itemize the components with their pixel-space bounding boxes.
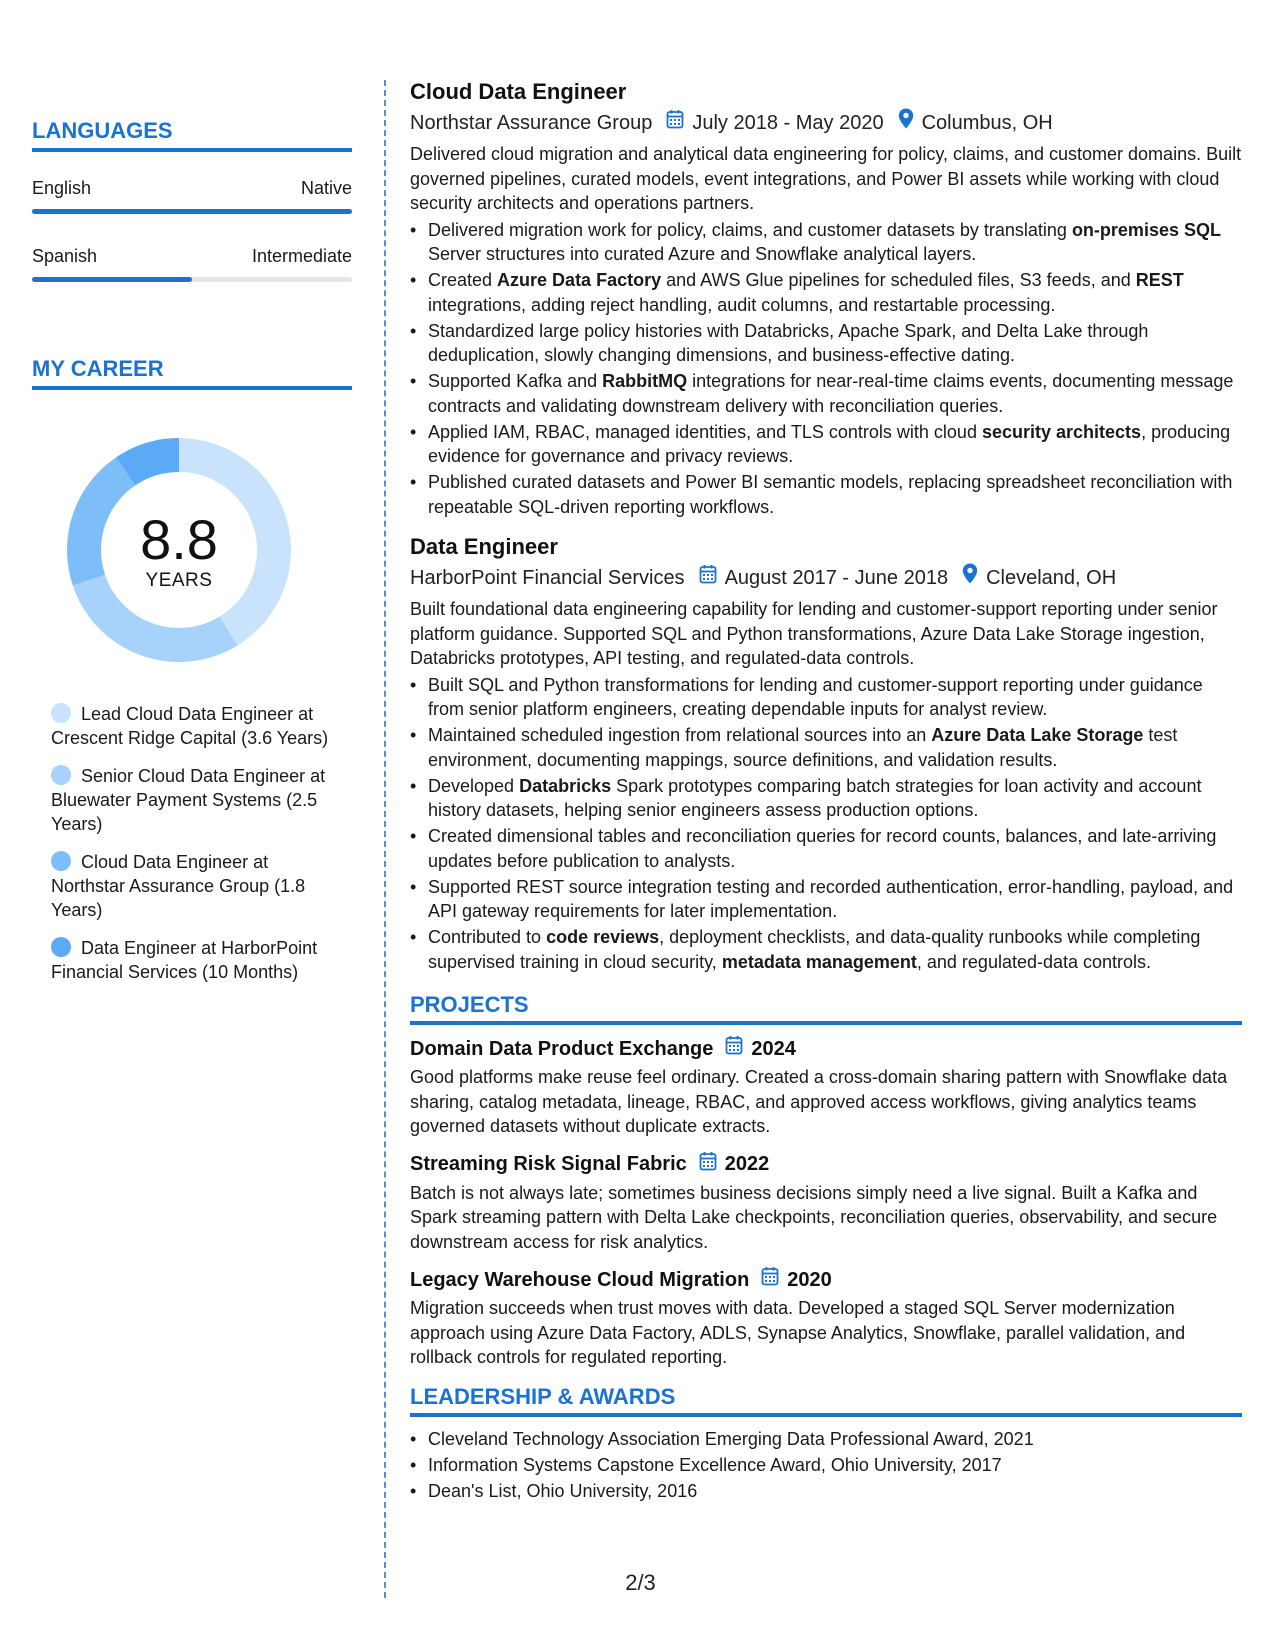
job-bullets [410, 218, 1242, 520]
bullet-item [410, 218, 1242, 267]
calendar-icon [761, 1266, 779, 1293]
award-item: • Cleveland Technology Association Emerging Data Professional Award, 2021 [410, 1427, 1242, 1452]
calendar-icon [699, 1151, 717, 1178]
legend-item [51, 764, 341, 836]
legend-item [51, 936, 341, 984]
awards-heading: LEADERSHIP & AWARDS [410, 1384, 1242, 1417]
language-bar-english [32, 209, 352, 214]
awards-list [410, 1427, 1242, 1504]
legend-item [51, 850, 341, 922]
language-row-spanish [32, 246, 352, 267]
bullet-emphasis: REST [1135, 270, 1184, 290]
bullet-text: integrations, adding reject handling, audit columns, and restartable processing. [428, 294, 1056, 315]
bullet-item [410, 774, 1242, 823]
project-title: Streaming Risk Signal Fabric [410, 1153, 687, 1175]
bullet-text: Supported Kafka and [428, 371, 603, 391]
project-year: 2020 [787, 1268, 832, 1291]
projects-heading: PROJECTS [410, 992, 1242, 1025]
bullet-emphasis: RabbitMQ [602, 371, 688, 391]
bullet-text: Spark prototypes comparing batch strategies for loan activity and account history datasets, helping senior engineers assess production options. [428, 775, 1202, 820]
award-item: • Information Systems Capstone Excellence Award, Ohio University, 2017 [410, 1453, 1242, 1478]
bullet-text: and AWS Glue pipelines for scheduled files, S3 feeds, and [661, 270, 1136, 290]
project-entry [410, 1266, 1242, 1370]
bullet-text: Built SQL and Python transformations for lending and customer-support reporting under guidance from senior platform engineers, creating dependable inputs for analyst review. [428, 674, 1203, 719]
bullet-emphasis: on-premises SQL [1071, 219, 1221, 240]
bullet-text: test environment, documenting mappings, source definitions, and validation results. [428, 725, 1178, 770]
job-location: Cleveland, OH [986, 567, 1117, 589]
language-bar-spanish [32, 277, 352, 282]
bullet-item [410, 369, 1242, 418]
career-total-value: 8.8 [140, 508, 218, 571]
bullet-text: , and regulated-data controls. [916, 951, 1152, 972]
location-pin-icon [962, 563, 978, 593]
bullet-emphasis: Azure Data Lake Storage [931, 725, 1144, 745]
project-year: 2022 [724, 1153, 770, 1175]
bullet-emphasis: code reviews [546, 927, 660, 947]
location-pin-icon [898, 108, 914, 138]
bullet-item [410, 420, 1242, 469]
legend-dot [51, 851, 71, 871]
column-divider [384, 80, 386, 1598]
bullet-text: Developed [428, 775, 520, 796]
bullet-text: Supported REST source integration testing and recorded authentication, error-handling, payload, and API gateway requirements for later implementation. [428, 876, 1234, 921]
job-summary: Delivered cloud migration and analytical data engineering for policy, claims, and customer domains. Built governed pipelines, curated models, event integrations, and Power BI assets while working with cloud security architects and operations partners. [410, 144, 1242, 213]
project-entry [410, 1035, 1242, 1139]
calendar-icon [725, 1035, 743, 1062]
job-company: HarborPoint Financial Services [410, 567, 685, 589]
language-name: Spanish [32, 246, 98, 266]
language-level: Native [300, 178, 352, 198]
career-total-unit: YEARS [145, 570, 213, 591]
legend-item [51, 702, 341, 750]
projects-list [410, 1035, 1242, 1370]
language-bar-fill [32, 277, 192, 282]
bullet-text: Contributed to [428, 927, 547, 947]
project-title-row [410, 1266, 1242, 1293]
bullet-text: Applied IAM, RBAC, managed identities, and TLS controls with cloud [428, 421, 982, 442]
legend-label: Senior Cloud Data Engineer at Bluewater Payment Systems (2.5 Years) [51, 766, 326, 834]
bullet-text: , producing evidence for governance and privacy reviews. [428, 421, 1231, 466]
project-description: Batch is not always late; sometimes business decisions simply need a live signal. Built a Kafka and Spark streaming pattern with Delta Lake checkpoints, reconciliation queries, observability, and secure downstream access for risk analytics. [410, 1182, 1218, 1252]
award-item: • Dean's List, Ohio University, 2016 [410, 1479, 1242, 1504]
bullet-item [410, 673, 1242, 722]
bullet-emphasis: Databricks [519, 775, 612, 796]
legend-label: Cloud Data Engineer at Northstar Assurance Group (1.8 Years) [51, 852, 306, 920]
bullet-item [410, 319, 1242, 368]
legend-dot [51, 937, 71, 957]
project-year: 2024 [751, 1037, 796, 1060]
page-number: 2/3 [625, 1570, 656, 1595]
languages-heading: LANGUAGES [32, 118, 352, 152]
language-level: Intermediate [251, 246, 352, 266]
calendar-icon [699, 563, 717, 593]
project-description: Good platforms make reuse feel ordinary. Created a cross-domain sharing pattern with Snowflake data sharing, catalog metadata, lineage, RBAC, and approved access workflows, giving analytics teams governed datasets without duplicate extracts. [410, 1067, 1228, 1136]
job-location: Columbus, OH [921, 112, 1053, 134]
experience-entry [410, 78, 1242, 519]
job-title: Data Engineer [410, 534, 558, 559]
project-title-row [410, 1035, 1242, 1062]
bullet-text: Standardized large policy histories with Databricks, Apache Spark, and Delta Lake through deduplication, slowly changing dimensions, and business-effective dating. [428, 320, 1149, 365]
job-dates: August 2017 - June 2018 [724, 567, 949, 589]
job-summary: Built foundational data engineering capability for lending and customer-support reporting under senior platform guidance. Supported SQL and Python transformations, Azure Data Lake Storage ingestion, Databricks prototypes, API testing, and regulated-data controls. [410, 599, 1218, 668]
bullet-item [410, 723, 1242, 772]
project-title: Domain Data Product Exchange [410, 1037, 714, 1060]
legend-label: Lead Cloud Data Engineer at Crescent Ridge Capital (3.6 Years) [51, 704, 329, 748]
bullet-item [410, 268, 1242, 317]
career-heading: MY CAREER [32, 356, 352, 390]
job-company: Northstar Assurance Group [410, 112, 653, 134]
language-name: English [32, 178, 92, 198]
job-title: Cloud Data Engineer [410, 79, 627, 104]
career-legend [51, 702, 341, 998]
bullet-text: Server structures into curated Azure and Snowflake analytical layers. [428, 244, 977, 264]
language-row-english [32, 178, 352, 199]
right-column [410, 78, 1242, 1505]
project-title: Legacy Warehouse Cloud Migration [410, 1268, 750, 1291]
calendar-icon [666, 108, 684, 138]
job-dates: July 2018 - May 2020 [692, 112, 884, 134]
project-title-row [410, 1151, 1242, 1178]
bullet-text: Maintained scheduled ingestion from relational sources into an [428, 725, 932, 745]
job-meta [410, 108, 1242, 138]
legend-label: Data Engineer at HarborPoint Financial Services (10 Months) [51, 938, 318, 982]
job-bullets [410, 673, 1242, 975]
bullet-item [410, 470, 1242, 519]
bullet-emphasis: metadata management [721, 951, 917, 972]
project-entry [410, 1151, 1242, 1255]
bullet-emphasis: Azure Data Factory [497, 270, 662, 290]
bullet-text: Published curated datasets and Power BI semantic models, replacing spreadsheet reconciliation with repeatable SQL-driven reporting workflows. [428, 472, 1233, 517]
bullet-text: Created [428, 270, 498, 290]
legend-dot [51, 765, 71, 785]
bullet-emphasis: security architects [981, 421, 1142, 442]
project-description: Migration succeeds when trust moves with data. Developed a staged SQL Server modernization approach using Azure Data Factory, ADLS, Synapse Analytics, Snowflake, parallel validation, and rollback controls for regulated reporting. [410, 1298, 1186, 1367]
bullet-text: integrations for near-real-time claims events, documenting message contracts and validating downstream delivery with reconciliation queries. [428, 371, 1234, 416]
bullet-item [410, 925, 1242, 974]
bullet-item [410, 824, 1242, 873]
bullet-text: , deployment checklists, and data-quality runbooks while completing supervised training in cloud security, [428, 927, 1201, 972]
language-bar-fill [32, 209, 352, 214]
bullet-text: Delivered migration work for policy, claims, and customer datasets by translating [428, 219, 1072, 240]
experience-entry [410, 533, 1242, 974]
bullet-item [410, 875, 1242, 924]
career-total [66, 510, 292, 592]
bullet-text: Created dimensional tables and reconciliation queries for record counts, balances, and late-arriving updates before publication to analysts. [428, 826, 1217, 871]
job-meta [410, 563, 1242, 593]
experience-list [410, 78, 1242, 974]
legend-dot [51, 703, 71, 723]
